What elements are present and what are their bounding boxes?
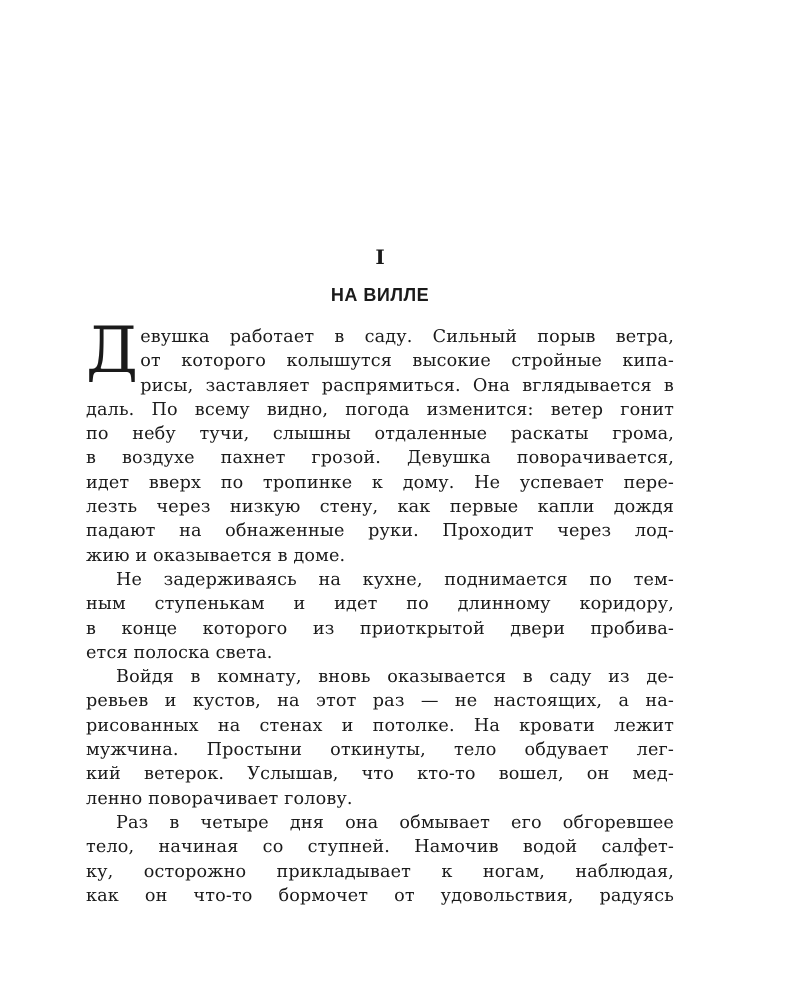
text-line: даль. По всему видно, погода изменится: ветер гонит xyxy=(86,399,674,420)
text-line: тело, начиная со ступней. Намочив водой салфет- xyxy=(86,837,674,858)
chapter-text xyxy=(86,314,674,908)
text-line: рисованных на стенах и потолке. На кровати лежит xyxy=(86,715,674,736)
text-line: падают на обнаженные руки. Проходит через лод- xyxy=(86,521,674,542)
text-line: Раз в четыре дня она обмывает его обгоревшее xyxy=(116,812,674,833)
text-line: рисы, заставляет распрямиться. Она вглядывается в xyxy=(140,375,674,396)
text-line: в воздухе пахнет грозой. Девушка поворачивается, xyxy=(86,448,674,469)
text-line: ревьев и кустов, на этот раз — не настоящих, а на- xyxy=(86,691,674,712)
text-line: ку, осторожно прикладывает к ногам, наблюдая, xyxy=(86,861,674,882)
drop-cap-letter: Д xyxy=(86,314,139,388)
paragraph-2 xyxy=(86,568,674,665)
chapter-number: I xyxy=(375,245,385,269)
text-line: по небу тучи, слышны отдаленные раскаты грома, xyxy=(86,424,674,445)
text-line: как он что-то бормочет от удовольствия, радуясь xyxy=(86,885,674,906)
text-line: евушка работает в саду. Сильный порыв ветра, xyxy=(140,327,674,347)
chapter-title: НА ВИЛЛЕ xyxy=(330,285,430,305)
text-line: ленно поворачивает голову. xyxy=(86,788,353,809)
paragraph-4 xyxy=(86,811,674,908)
text-line: мужчина. Простыни откинуты, тело обдувает лег- xyxy=(86,740,674,761)
text-line: ется полоска света. xyxy=(86,642,273,663)
text-line: лезть через низкую стену, как первые капли дождя xyxy=(86,497,674,518)
text-line: от которого колышутся высокие стройные кипа- xyxy=(140,351,674,372)
text-line: в конце которого из приоткрытой двери пробива- xyxy=(86,618,674,639)
text-line: Войдя в комнату, вновь оказывается в саду из де- xyxy=(116,667,674,688)
paragraph-1 xyxy=(86,314,674,568)
text-line: кий ветерок. Услышав, что кто-то вошел, он мед- xyxy=(86,764,674,785)
text-line: ным ступенькам и идет по длинному коридору, xyxy=(86,594,674,615)
text-line: Не задерживаясь на кухне, поднимается по тем- xyxy=(116,569,674,590)
paragraph-3 xyxy=(86,665,674,811)
text-line: жию и оказывается в доме. xyxy=(86,545,346,566)
text-line: идет вверх по тропинке к дому. Не успевает пере- xyxy=(86,472,674,493)
